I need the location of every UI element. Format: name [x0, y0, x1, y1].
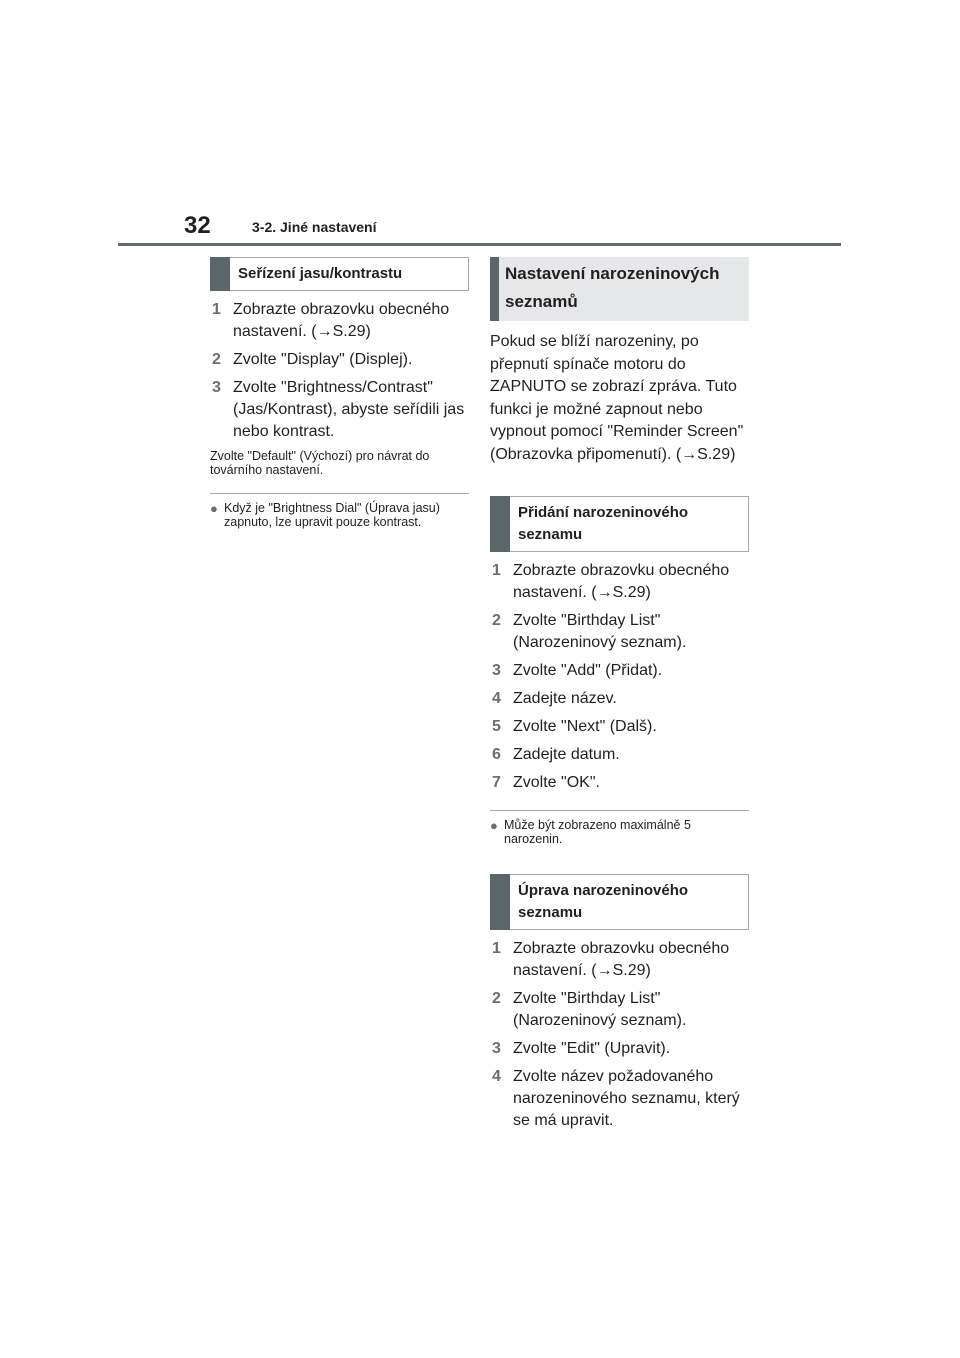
step-text: Zvolte "Add" (Přidat). — [513, 662, 663, 679]
bullet-text: Může být zobrazeno maximálně 5 narozenin. — [504, 818, 691, 846]
step-item — [490, 660, 749, 682]
step-text: Zobrazte obrazovku obecného nastavení. (→S.29) — [513, 940, 730, 979]
step-number: 1 — [212, 301, 221, 318]
step-item — [490, 716, 749, 738]
step-item — [490, 560, 749, 604]
brightness-steps — [210, 299, 469, 443]
step-text: Zvolte "Birthday List" (Narozeninový seznam). — [513, 990, 687, 1029]
step-number: 3 — [212, 379, 221, 396]
step-text: Zvolte "Brightness/Contrast" (Jas/Kontrast), abyste seřídili jas nebo kontrast. — [233, 379, 465, 440]
step-text: Zobrazte obrazovku obecného nastavení. (→S.29) — [513, 562, 730, 601]
step-text: Zvolte "Next" (Dalš). — [513, 718, 657, 735]
step-item — [490, 1066, 749, 1132]
edit-birthday-heading: Úprava narozeninového seznamu — [490, 874, 749, 930]
step-item — [490, 744, 749, 766]
right-column — [490, 257, 749, 1138]
step-number: 6 — [492, 746, 501, 763]
step-text: Zvolte "OK". — [513, 774, 600, 791]
step-item — [490, 1038, 749, 1060]
header-divider — [118, 243, 841, 246]
step-number: 2 — [492, 612, 501, 629]
step-item — [490, 610, 749, 654]
step-item — [210, 377, 469, 443]
default-note: Zvolte "Default" (Výchozí) pro návrat do továrního nastavení. — [210, 449, 430, 477]
step-number: 3 — [492, 1040, 501, 1057]
divider — [490, 810, 749, 811]
step-item — [490, 938, 749, 982]
page-header — [0, 0, 960, 250]
step-number: 2 — [492, 990, 501, 1007]
step-number: 5 — [492, 718, 501, 735]
step-text: Zvolte název požadovaného narozeninového seznamu, který se má upravit. — [513, 1068, 740, 1129]
step-number: 4 — [492, 690, 501, 707]
step-number: 7 — [492, 774, 501, 791]
step-text: Zvolte "Display" (Displej). — [233, 351, 413, 368]
add-birthday-heading: Přidání narozeninového seznamu — [490, 496, 749, 552]
step-text: Zadejte datum. — [513, 746, 620, 763]
birthday-heading: Nastavení narozeninových seznamů — [490, 257, 749, 321]
step-number: 4 — [492, 1068, 501, 1085]
step-text: Zadejte název. — [513, 690, 617, 707]
divider — [210, 493, 469, 494]
add-steps — [490, 560, 749, 794]
step-item — [210, 349, 469, 371]
step-item — [490, 688, 749, 710]
step-item — [210, 299, 469, 343]
step-item — [490, 988, 749, 1032]
bullet-icon: ● — [490, 818, 498, 833]
step-number: 3 — [492, 662, 501, 679]
step-number: 2 — [212, 351, 221, 368]
bullet-note — [490, 819, 749, 846]
birthday-intro: Pokud se blíží narozeniny, po přepnutí spínače motoru do ZAPNUTO se zobrazí zpráva. Tuto funkci je možné zapnout nebo vypnout pomocí "Reminder Screen" (Obrazovka připomenutí). (→S.29) — [490, 333, 744, 463]
left-column — [210, 257, 469, 529]
step-number: 1 — [492, 562, 501, 579]
brightness-heading: Seřízení jasu/kontrastu — [210, 257, 469, 291]
bullet-note — [210, 502, 469, 529]
step-item — [490, 772, 749, 794]
step-number: 1 — [492, 940, 501, 957]
step-text: Zobrazte obrazovku obecného nastavení. (→S.29) — [233, 301, 450, 340]
bullet-text: Když je "Brightness Dial" (Úprava jasu) zapnuto, lze upravit pouze kontrast. — [224, 501, 440, 529]
step-text: Zvolte "Birthday List" (Narozeninový seznam). — [513, 612, 687, 651]
page-number: 32 — [184, 212, 211, 239]
edit-steps — [490, 938, 749, 1132]
step-text: Zvolte "Edit" (Upravit). — [513, 1040, 671, 1057]
bullet-icon: ● — [210, 501, 218, 516]
section-title: 3-2. Jiné nastavení — [252, 219, 377, 235]
